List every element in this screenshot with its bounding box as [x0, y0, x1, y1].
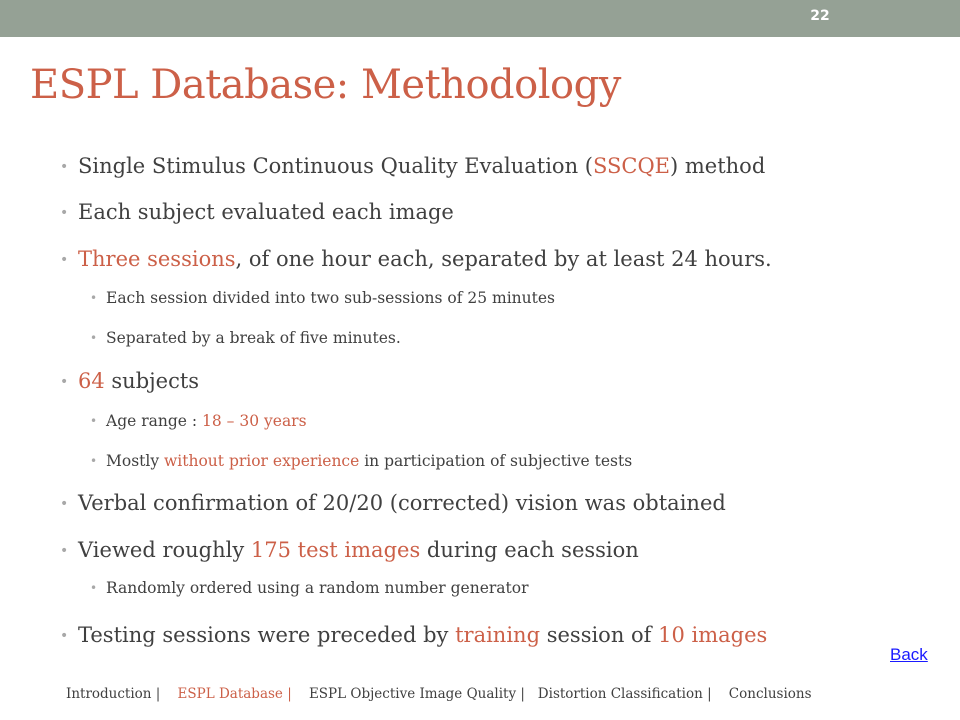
highlight-text: Three sessions [78, 247, 236, 271]
bullet-text: Age range : [106, 412, 203, 430]
highlight-text: SSCQE [592, 154, 670, 178]
highlight-text: 64 [78, 369, 105, 393]
bullet-text: Single Stimulus Continuous Quality Evaluation ( [78, 154, 593, 178]
bullet-text: Each subject evaluated each image [78, 200, 454, 224]
bullet-text: during each session [420, 538, 639, 562]
bullet-icon: • [90, 414, 98, 428]
footer-link-distortion[interactable]: Distortion Classification | [537, 686, 712, 702]
bullet-item [60, 200, 454, 224]
highlight-text: training [455, 623, 541, 647]
bullet-text: , of one hour each, separated by at least 24 hours. [235, 247, 772, 271]
highlight-text: 18 – 30 years [202, 412, 307, 430]
bullet-item [60, 247, 772, 271]
bullet-text: ) method [670, 154, 766, 178]
bullet-item [60, 369, 200, 393]
footer-nav [66, 686, 812, 702]
bullet-item [60, 491, 726, 515]
bullet-icon: • [90, 331, 98, 345]
footer-link-conclusions[interactable]: Conclusions [728, 686, 812, 702]
bullet-text: Mostly [106, 452, 165, 470]
footer-link-introduction[interactable]: Introduction | [66, 686, 161, 702]
sub-bullet-item [90, 412, 307, 430]
slide-title: ESPL Database: Methodology [30, 62, 621, 108]
bullet-text: subjects [104, 369, 200, 393]
footer-link-espl-database[interactable]: ESPL Database | [177, 686, 292, 702]
bullet-icon: • [60, 205, 69, 221]
bullet-icon: • [60, 543, 69, 559]
slide-number: 22 [810, 8, 830, 24]
highlight-text: without prior experience [164, 452, 360, 470]
bullet-icon: • [90, 454, 98, 468]
bullet-text: Verbal confirmation of 20/20 (corrected) vision was obtained [78, 491, 726, 515]
bullet-item [60, 538, 639, 562]
bullet-text: in participation of subjective tests [359, 452, 633, 470]
bullet-text: Randomly ordered using a random number generator [106, 579, 529, 597]
bullet-icon: • [60, 374, 69, 390]
footer-link-espl-objective[interactable]: ESPL Objective Image Quality | [308, 686, 525, 702]
bullet-text: Testing sessions were preceded by [78, 623, 456, 647]
bullet-icon: • [90, 581, 98, 595]
bullet-item [60, 623, 768, 647]
bullet-text: Each session divided into two sub-sessions of 25 minutes [106, 289, 556, 307]
bullet-icon: • [90, 291, 98, 305]
sub-bullet-item [90, 289, 556, 307]
bullet-text: Viewed roughly [78, 538, 251, 562]
bullet-icon: • [60, 496, 69, 512]
sub-bullet-item [90, 329, 401, 347]
sub-bullet-item [90, 579, 529, 597]
bullet-icon: • [60, 252, 69, 268]
bullet-icon: • [60, 628, 69, 644]
back-link[interactable]: Back [890, 645, 928, 664]
highlight-text: 175 test images [250, 538, 421, 562]
bullet-item [60, 154, 766, 178]
bullet-icon: • [60, 159, 69, 175]
bullet-text: session of [540, 623, 659, 647]
sub-bullet-item [90, 452, 633, 470]
highlight-text: 10 images [658, 623, 768, 647]
bullet-text: Separated by a break of five minutes. [106, 329, 401, 347]
